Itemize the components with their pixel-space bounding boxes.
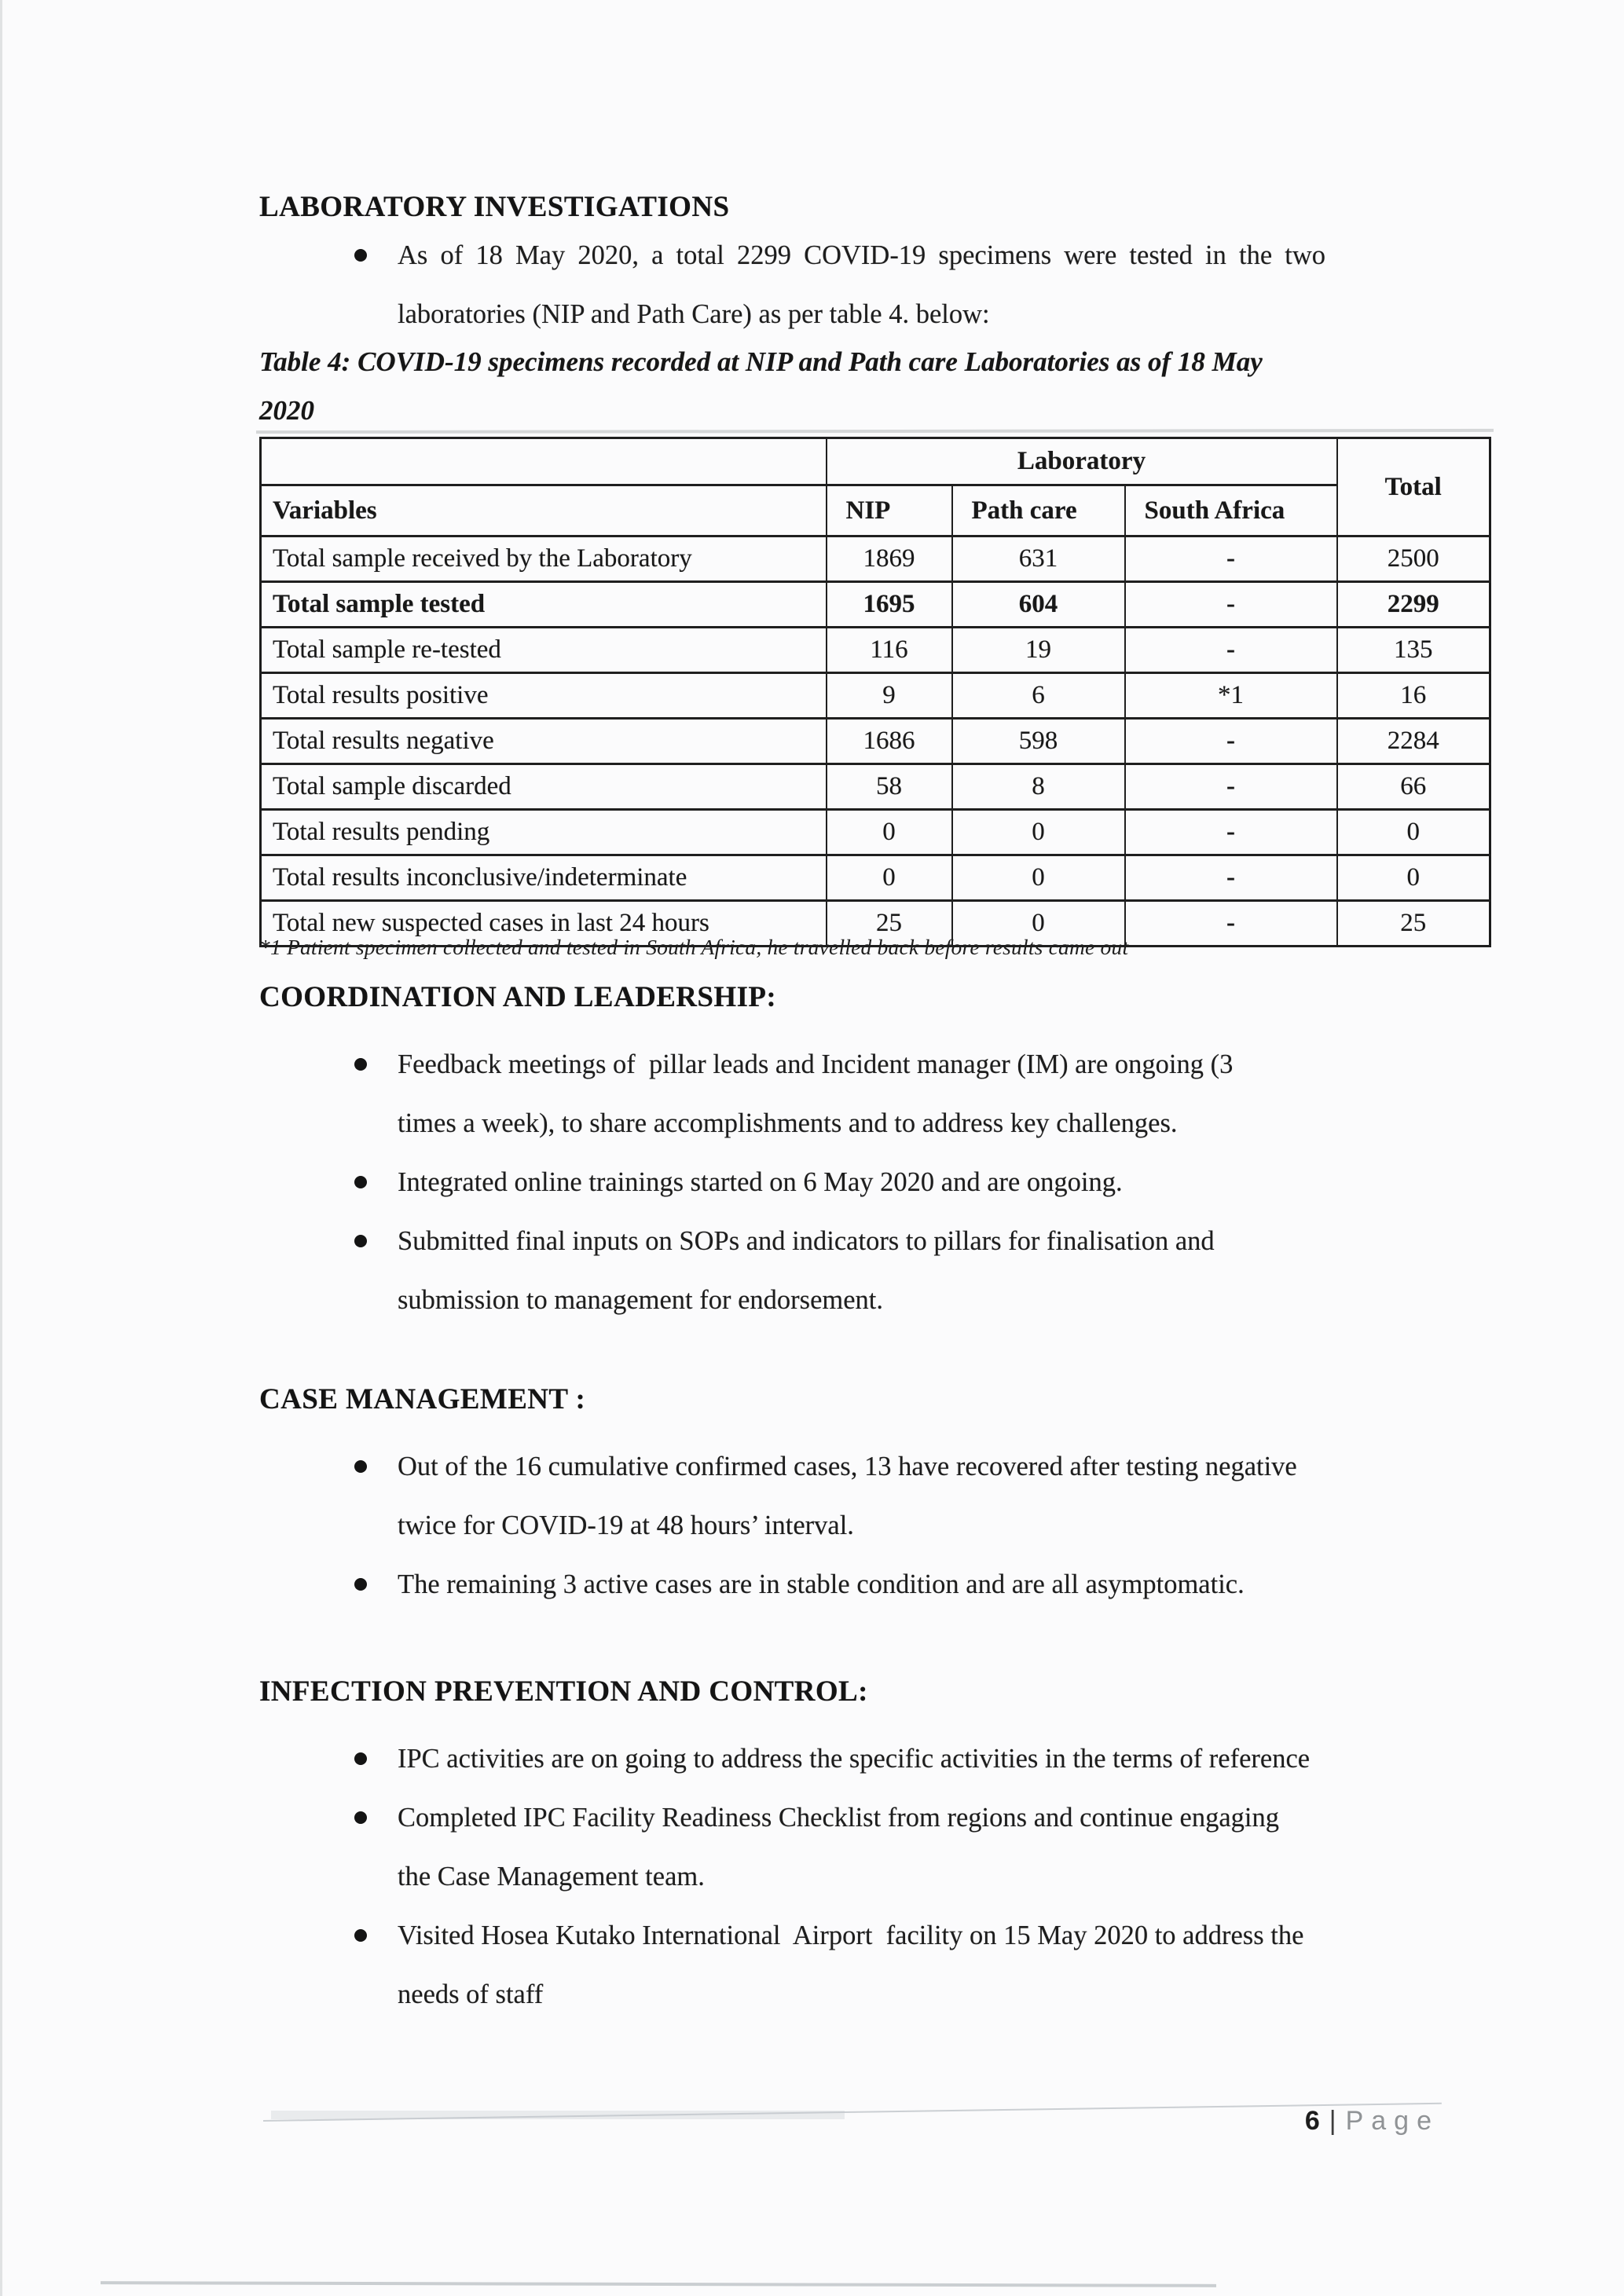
table-row xyxy=(261,536,1490,582)
total-column-header: Total xyxy=(1337,438,1490,536)
table-cell: 58 xyxy=(827,764,952,810)
table-row xyxy=(261,855,1490,901)
text-line: times a week), to share accomplishments and to address key challenges. xyxy=(398,1108,1178,1138)
table-row xyxy=(261,764,1490,810)
table-cell: 2284 xyxy=(1337,719,1490,764)
south-africa-column-header: South Africa xyxy=(1125,485,1337,536)
text-line: Feedback meetings of pillar leads and Incident manager (IM) are ongoing (3 xyxy=(398,1049,1234,1079)
footer-divider: | xyxy=(1329,2106,1336,2136)
table-cell: 19 xyxy=(952,628,1125,673)
bullet-item xyxy=(259,1035,1489,1153)
section-infection-prevention-control xyxy=(259,1673,1489,2024)
specimens-table-wrap xyxy=(259,437,1624,947)
table-cell: 6 xyxy=(952,673,1125,719)
bullet-dot-icon xyxy=(354,1578,367,1591)
nip-column-header: NIP xyxy=(827,485,952,536)
table-cell: 2500 xyxy=(1337,536,1490,582)
table-body xyxy=(261,536,1490,947)
table-cell: 598 xyxy=(952,719,1125,764)
table-cell: - xyxy=(1125,764,1337,810)
table-cell: 0 xyxy=(827,810,952,855)
table-caption xyxy=(259,338,1263,435)
section-case-management xyxy=(259,1381,1489,1614)
table-cell: 25 xyxy=(1337,901,1490,947)
table-cell: Total results negative xyxy=(261,719,827,764)
table-cell: 1695 xyxy=(827,582,952,628)
bullet-item xyxy=(259,1730,1489,1789)
section-heading-coordination: COORDINATION AND LEADERSHIP: xyxy=(259,981,777,1013)
scan-left-edge-artifact xyxy=(0,0,2,2296)
covid-specimens-table xyxy=(259,437,1491,947)
section-heading-laboratory-investigations: LABORATORY INVESTIGATIONS xyxy=(259,191,730,223)
table-cell: 25 xyxy=(827,901,952,947)
table-footnote: *1 Patient specimen collected and tested in South Africa, he travelled back before results came out xyxy=(259,935,1129,959)
text-line: needs of staff xyxy=(398,1979,544,2009)
text-line: IPC activities are on going to address the specific activities in the terms of reference xyxy=(398,1744,1311,1774)
section-coordination-and-leadership xyxy=(259,979,1489,1330)
table-cell: 0 xyxy=(1337,855,1490,901)
bullet-dot-icon xyxy=(354,1460,367,1473)
table-cell: 66 xyxy=(1337,764,1490,810)
text-line: As of 18 May 2020, a total 2299 COVID-19 specimens were tested in the two xyxy=(398,240,1326,270)
table-cell: - xyxy=(1125,901,1337,947)
bullet-dot-icon xyxy=(354,249,367,262)
text-line: twice for COVID-19 at 48 hours’ interval. xyxy=(398,1511,854,1540)
text-line: laboratories (NIP and Path Care) as per table 4. below: xyxy=(398,299,990,329)
table-cell: 0 xyxy=(952,901,1125,947)
table-cell: Total sample received by the Laboratory xyxy=(261,536,827,582)
table-cell: - xyxy=(1125,582,1337,628)
table-cell: Total sample discarded xyxy=(261,764,827,810)
bullet-item xyxy=(259,1212,1489,1330)
table-group-header-row xyxy=(261,438,1490,485)
table-cell: - xyxy=(1125,810,1337,855)
text-line: Out of the 16 cumulative confirmed cases, 13 have recovered after testing negative xyxy=(398,1452,1297,1481)
table-column-header-row xyxy=(261,485,1490,536)
section-heading-ipc: INFECTION PREVENTION AND CONTROL: xyxy=(259,1675,868,1708)
table-row xyxy=(261,628,1490,673)
variables-column-header: Variables xyxy=(261,485,827,536)
text-line: Visited Hosea Kutako International Airport facility on 15 May 2020 to address the xyxy=(398,1921,1304,1950)
table-cell: 0 xyxy=(827,855,952,901)
bullet-item xyxy=(259,1906,1489,2024)
table-cell: Total results pending xyxy=(261,810,827,855)
bullet-item xyxy=(259,226,1489,344)
table-cell: 0 xyxy=(1337,810,1490,855)
path-care-column-header: Path care xyxy=(952,485,1125,536)
table-cell: - xyxy=(1125,628,1337,673)
page-footer xyxy=(1305,2102,1439,2140)
bullet-dot-icon xyxy=(354,1929,367,1942)
coordination-bullet-list xyxy=(259,1035,1489,1330)
table-cell: Total results positive xyxy=(261,673,827,719)
table-row xyxy=(261,582,1490,628)
table-cell: 135 xyxy=(1337,628,1490,673)
ipc-bullet-list xyxy=(259,1730,1489,2024)
table-cell: 1686 xyxy=(827,719,952,764)
table-cell: Total sample tested xyxy=(261,582,827,628)
text-line: Submitted final inputs on SOPs and indicators to pillars for finalisation and xyxy=(398,1226,1215,1256)
table-caption-line-2: 2020 xyxy=(259,395,314,426)
section-heading-case-management: CASE MANAGEMENT : xyxy=(259,1383,586,1415)
bullet-dot-icon xyxy=(354,1176,367,1188)
bullet-dot-icon xyxy=(354,1235,367,1247)
table-cell: Total sample re-tested xyxy=(261,628,827,673)
page-number: 6 xyxy=(1304,2106,1320,2136)
laboratory-bullet-list xyxy=(259,226,1489,344)
table-caption-line-1: Table 4: COVID-19 specimens recorded at NIP and Path care Laboratories as of 18 May xyxy=(259,346,1263,377)
text-line: The remaining 3 active cases are in stable condition and are all asymptomatic. xyxy=(398,1569,1245,1599)
text-line: the Case Management team. xyxy=(398,1862,705,1891)
footer-page-word: Page xyxy=(1345,2106,1439,2136)
table-cell: 8 xyxy=(952,764,1125,810)
table-cell: 0 xyxy=(952,855,1125,901)
text-line: Integrated online trainings started on 6 May 2020 and are ongoing. xyxy=(398,1167,1123,1197)
case-management-bullet-list xyxy=(259,1437,1489,1614)
bullet-item xyxy=(259,1789,1489,1906)
table-cell: 16 xyxy=(1337,673,1490,719)
text-line: Completed IPC Facility Readiness Checklist from regions and continue engaging xyxy=(398,1803,1280,1833)
table-cell: - xyxy=(1125,855,1337,901)
table-cell: 116 xyxy=(827,628,952,673)
laboratory-group-header: Laboratory xyxy=(827,438,1337,485)
bullet-dot-icon xyxy=(354,1058,367,1071)
table-cell: *1 xyxy=(1125,673,1337,719)
scan-bottom-edge-artifact xyxy=(101,2281,1216,2287)
table-row xyxy=(261,719,1490,764)
table-row xyxy=(261,810,1490,855)
empty-header-cell xyxy=(261,438,827,485)
table-cell: - xyxy=(1125,536,1337,582)
bullet-item xyxy=(259,1437,1489,1555)
table-cell: - xyxy=(1125,719,1337,764)
table-cell: 9 xyxy=(827,673,952,719)
table-cell: 2299 xyxy=(1337,582,1490,628)
table-cell: 631 xyxy=(952,536,1125,582)
bullet-item xyxy=(259,1153,1489,1212)
table-row xyxy=(261,673,1490,719)
bullet-dot-icon xyxy=(354,1811,367,1824)
table-cell: Total results inconclusive/indeterminate xyxy=(261,855,827,901)
table-cell: Total new suspected cases in last 24 hours xyxy=(261,901,827,947)
bullet-item xyxy=(259,1555,1489,1614)
table-cell: 0 xyxy=(952,810,1125,855)
text-line: submission to management for endorsement. xyxy=(398,1285,884,1315)
table-cell: 1869 xyxy=(827,536,952,582)
table-cell: 604 xyxy=(952,582,1125,628)
bullet-dot-icon xyxy=(354,1752,367,1765)
